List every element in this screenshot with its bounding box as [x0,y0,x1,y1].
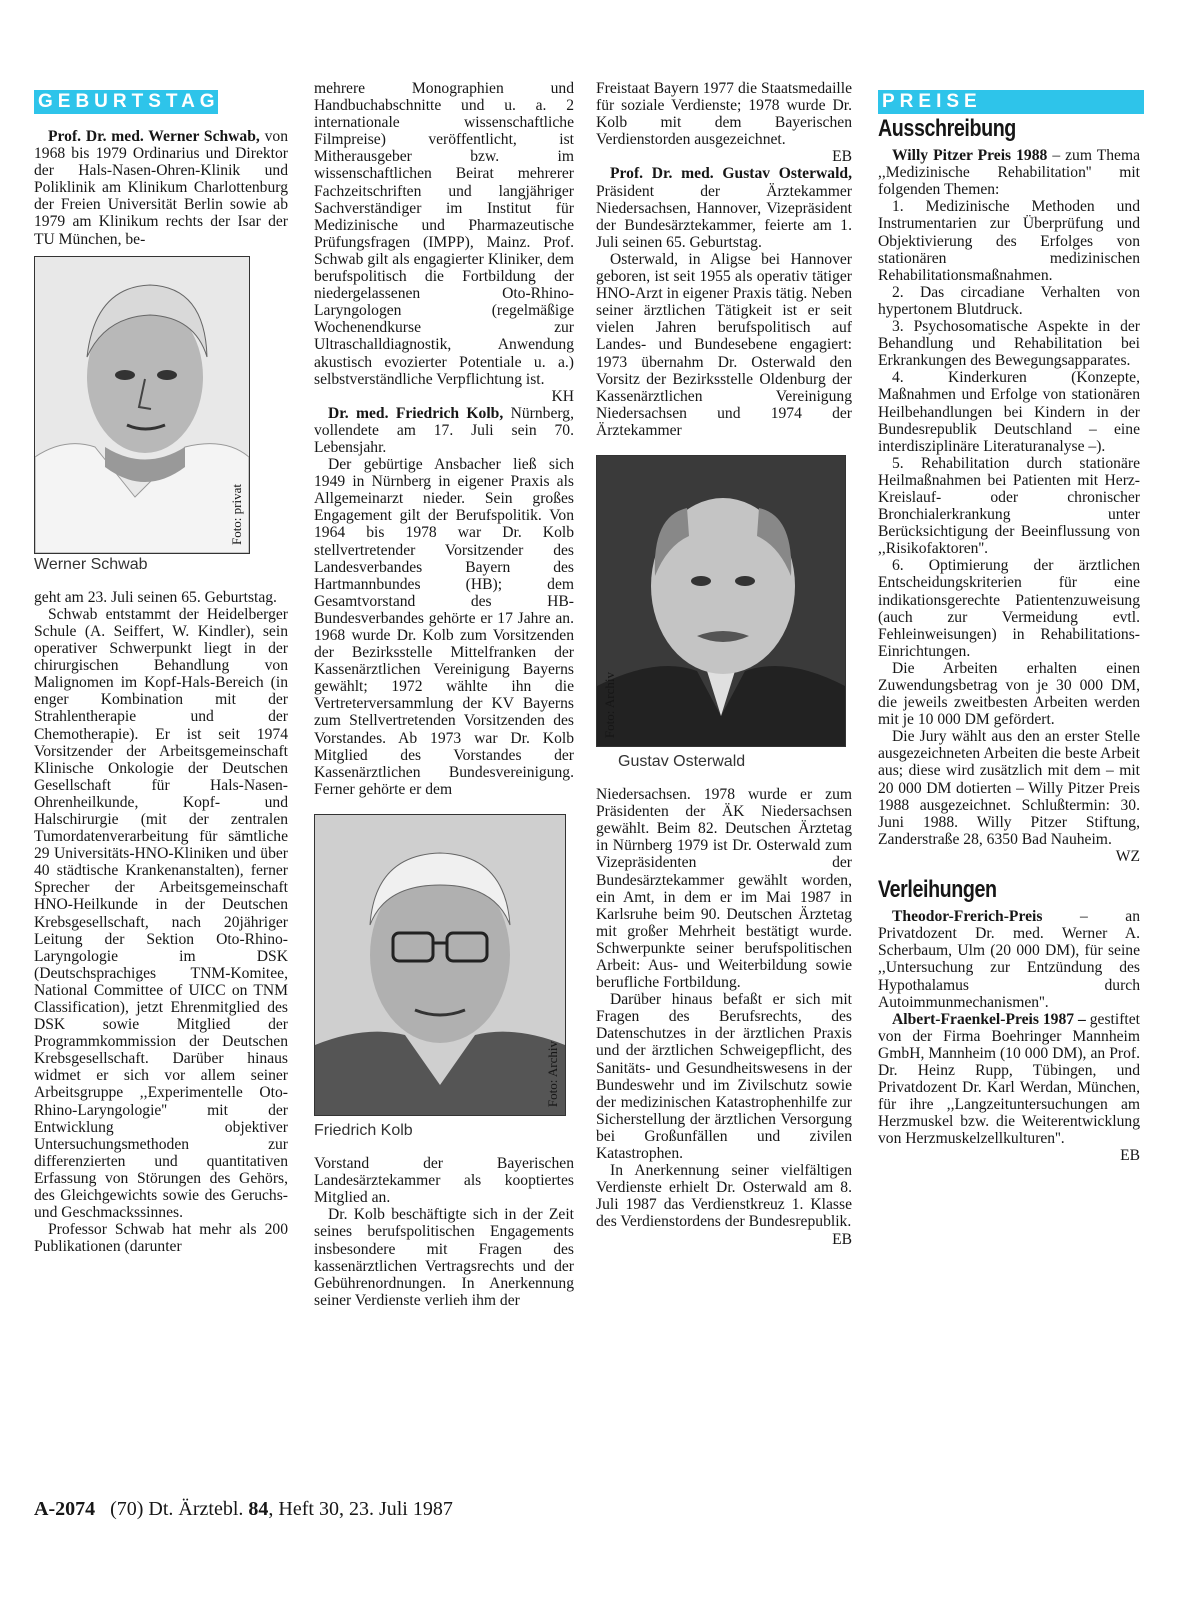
pitzer-item-3: 3. Psychosomatische Aspekte in der Behandlung und Rehabilitation bei Erkrankungen des Bewegungsapparates. [878,318,1140,370]
kolb-p3: Der gebürtige Ansbacher ließ sich 1949 in Nürnberg in eigener Praxis als Allgemeinarzt nieder. Sein großes Engagement gilt der Berufspolitik. Von 1964 bis 1978 war Dr. Kolb stellvertretender Vorsitzender des Landesverbandes Bayern des Hartmannbundes (HB); dem Gesamtvorstand des HB-Bundesverbandes gehörte er 17 Jahre an. 1968 wurde Dr. Kolb zum Vorsitzenden der Bezirksstelle Mittelfranken der Kassenärztlichen Vereinigung Bayerns gewählt; 1972 wählte ihn die Vertreterversammlung der KV Bayerns zum Stellvertretenden Vorsitzenden des Vorstandes. Ab 1973 war Dr. Kolb Mitglied des Vorstandes der Kassenärztlichen Bundesvereinigung. Ferner gehörte er dem [314,456,574,798]
pitzer-item-6: 6. Optimierung der ärztlichen Entscheidungskriterien für eine indikationsgerechte Patientenzuweisung (auch zur Vermeidung evtl. Fehleinweisungen) in Rehabilitations-Einrichtungen. [878,557,1140,660]
osterwald-intro [596,165,852,250]
column-3 [596,80,852,1248]
pitzer-item-2: 2. Das circadiane Verhalten von hypertonem Blutdruck. [878,283,1140,318]
schwab-p2: geht am 23. Juli seinen 65. Geburtstag. [34,588,277,606]
signature-eb: EB [832,1230,852,1248]
osterwald-name: Prof. Dr. med. Gustav Osterwald, [610,165,852,183]
column-1 [34,80,288,1255]
signature-kh: KH [551,387,574,405]
photo-credit: Foto: privat [228,483,244,545]
schwab-p3: Schwab entstammt der Heidelberger Schule (A. Seiffert, W. Kindler), sein operativer Schwerpunkt liegt in der chirurgischen Behandlung von Malignomen im Kopf-Hals-Bereich (in enger Kombination mit der Strahlentherapie und der Chemotherapie). Er ist seit 1974 Vorsitzender der Arbeitsgemeinschaft Klinische Onkologie der Deutschen Gesellschaft für Hals-Nasen-Ohrenheilkunde, Kopf- und Halschirurgie (mit der zentralen Tumordatenverarbeitung für sämtliche 29 Universitäts-HNO-Kliniken und über 40 städtische Krankenanstalten), ferner Sprecher der Arbeitsgemeinschaft HNO-Heilkunde in der Deutschen Krebsgesellschaft, nach 20jähriger Leitung der Sektion Oto-Rhino-Laryngologie im DSK (Deutschsprachiges TNM-Komitee, National Committee of UICC on TNM Classification), jetzt Ehrenmitglied des DSK sowie Mitglied der Programmkommission der Deutschen Krebsgesellschaft. Darüber hinaus widmet er sich vor allem seiner Arbeitsgruppe ,,Experimentelle Oto-Rhino-Laryngologie'' mit der Entwicklung objektiver Untersuchungsmethoden zur differenzierten und quantitativen Erfassung von Störungen des Gehörs, des Gleichgewichts sowie des Geruchs- und Geschmackssinnes. [34,605,288,1222]
signature-eb: EB [832,148,852,166]
journal-name: (70) Dt. Ärztebl. [110,1498,244,1520]
portrait-image [597,456,845,746]
osterwald-p3: Osterwald, in Aligse bei Hannover geboren, ist seit 1955 als operativ tätiger HNO-Arzt in eigener Praxis tätig. Neben seiner ärztlichen Tätigkeit ist er seit vielen Jahren berufspolitisch auf Landes- und Bundesebene engagiert: 1973 übernahm Dr. Osterwald den Vorsitz der Bezirksstelle Oldenburg der Kassenärztlichen Vereinigung Niedersachsen und 1974 der Ärztekammer [596,250,852,439]
pitzer-item-4: 4. Kinderkuren (Konzepte, Maßnahmen und Erfolge von stationären Heilbehandlungen bei Kindern in der Bundesrepublik Deutschland – eine interdisziplinäre Literaturanalyse –). [878,369,1140,455]
fraenkel-name: Albert-Fraenkel-Preis 1987 – [892,1010,1086,1028]
osterwald-intro-text: Präsident der Ärztekammer Niedersachsen, Hannover, Vizepräsident der Bundesärztekammer, feierte am 1. Juli seinen 65. Geburtstag. [596,182,852,251]
schwab-intro [34,128,288,248]
kolb-p4: Vorstand der Bayerischen Landesärztekammer als kooptiertes Mitglied an. [314,1155,574,1207]
photo-caption: Gustav Osterwald [618,752,746,770]
pitzer-item-5: 5. Rehabilitation durch stationäre Heilmaßnahmen bei Patienten mit Herz-Kreislauf- oder chronischer Bronchialerkrankung unter Berücksichtigung der Beeinflussung von ,,Risikofaktoren''. [878,454,1140,558]
portrait-image [315,815,565,1115]
pitzer-intro [878,147,1140,198]
column-2 [314,80,574,1309]
pitzer-item-1: 1. Medizinische Methoden und Instrumentarien zur Überprüfung und Objektivierung des Erfolges von stationären medizinischen Rehabilitationsmaßnahmen. [878,198,1140,284]
osterwald-p4: Niedersachsen. 1978 wurde er zum Präsidenten der ÄK Niedersachsen gewählt. Beim 82. Deutschen Ärztetag in Nürnberg 1979 ist Dr. Osterwald zum Vizepräsidenten der Bundesärztekammer gewählt worden, ein Amt, in dem er im Mai 1987 in Karlsruhe beim 90. Deutschen Ärztetag mit großer Mehrheit bestätigt wurde. Schwerpunkte seiner berufspolitischen Arbeit: Aus- und Weiterbildung sowie berufliche Fortbildung. [596,786,852,992]
headline-verleihungen: Verleihungen [878,876,997,904]
headline-ausschreibung: Ausschreibung [878,115,1016,142]
fraenkel-preis [878,1011,1140,1148]
frerich-preis [878,908,1140,1011]
kolb-name: Dr. med. Friedrich Kolb, [328,404,504,422]
pitzer-p2: Die Arbeiten erhalten einen Zuwendungsbetrag von je 30 000 DM, die jeweils zweitbesten Arbeiten werden mit je 10 000 DM gefördert. [878,659,1140,729]
issue-date: , Heft 30, 23. Juli 1987 [268,1498,453,1520]
photo-werner-schwab [34,256,250,554]
photo-gustav-osterwald [596,455,846,747]
signature-eb: EB [1120,1147,1140,1165]
pitzer-intro-text: – zum Thema ,,Medizinische Rehabilitation'' mit folgenden Themen: [878,147,1140,199]
section-header-geburtstage: GEBURTSTAGE [34,90,218,114]
column-4 [878,80,1140,1165]
frerich-text: – an Privatdozent Dr. med. Werner A. Scherbaum, Ulm (20 000 DM), für seine ,,Untersuchung zur Entzündung des Hypothalamus durch Autoimmunmechanismen''. [878,908,1140,1011]
schwab-intro-text: von 1968 bis 1979 Ordinarius und Direktor der Hals-Nasen-Ohren-Klinik und Poliklinik am Klinikum Charlottenburg der Freien Universität Berlin sowie ab 1979 am Klinikum rechts der Isar der TU München, be- [34,128,289,248]
page-footer [34,1498,453,1521]
photo-credit: Foto: Archiv [602,671,617,738]
signature-wz: WZ [1115,847,1140,865]
volume-number: 84 [248,1498,269,1520]
kolb-continued: Freistaat Bayern 1977 die Staatsmedaille für soziale Verdienste; 1978 wurde Dr. Kolb mit dem Bayerischen Verdienstorden ausgezeichnet. [596,80,852,149]
schwab-name: Prof. Dr. med. Werner Schwab, [48,128,260,145]
pitzer-name: Willy Pitzer Preis 1988 [892,147,1048,165]
frerich-name: Theodor-Frerich-Preis [892,908,1043,926]
section-header-preise: PREISE [878,90,1144,114]
kolb-intro [314,405,574,456]
pitzer-p3: Die Jury wählt aus den an erster Stelle ausgezeichneten Arbeiten die beste Arbeit aus; diese wird zusätzlich mit dem – mit 20 000 DM dotierten – Willy Pitzer Preis 1988 ausgezeichnet. Schlußtermin: 30. Juni 1988. Willy Pitzer Stiftung, Zanderstraße 28, 6350 Bad Nauheim. [878,728,1140,848]
photo-friedrich-kolb [314,814,566,1116]
kolb-p5: Dr. Kolb beschäftigte sich in der Zeit seines berufspolitischen Engagements insbesondere mit Fragen des kassenärztlichen Vertragsrechts und der Gebührenordnungen. In Anerkennung seiner Verdienste verlieh ihm der [314,1206,574,1309]
osterwald-p6: In Anerkennung seiner vielfältigen Verdienste erhielt Dr. Osterwald am 8. Juli 1987 das Verdienstkreuz 1. Klasse des Verdienstordens der Bundesrepublik. [596,1162,852,1231]
page-number: A-2074 [34,1498,96,1520]
photo-caption: Werner Schwab [34,555,148,573]
schwab-p4: Professor Schwab hat mehr als 200 Publikationen (darunter [34,1221,288,1256]
schwab-continued: mehrere Monographien und Handbuchabschnitte und u. a. 2 internationale wissenschaftliche Filmpreise) veröffentlicht, ist Mitherausgeber bzw. im wissenschaftlichen Beirat mehrerer Fachzeitschriften und langjähriger Sachverständiger im Institut für Medizinische und Pharmazeutische Prüfungsfragen (IMPP), Mainz. Prof. Schwab gilt als engagierter Kliniker, dem berufspolitisch die Fortbildung der niedergelassenen Oto-Rhino-Laryngologen (regelmäßige Wochenendkurse zur Ultraschalldiagnostik, Anwendung akustisch evozierter Potentiale u. a.) selbstverständliche Verpflichtung ist. [314,80,574,388]
photo-credit: Foto: Archiv [544,1040,560,1107]
osterwald-p5: Darüber hinaus befaßt er sich mit Fragen des Berufsrechts, des Datenschutzes in der ärztlichen Praxis und der ärztlichen Schweigepflicht, des Sanitäts- und Gesundheitswesens in der Bundeswehr und im Zivilschutz sowie der medizinischen Katastrophenhilfe zur Sicherstellung der ärztlichen Versorgung bei Großunfällen und zivilen Katastrophen. [596,991,852,1163]
photo-caption: Friedrich Kolb [314,1121,413,1139]
kolb-intro-text: Nürnberg, vollendete am 17. Juli sein 70. Lebensjahr. [314,404,574,456]
fraenkel-text: gestiftet von der Firma Boehringer Mannheim GmbH, Mannheim (10 000 DM), an Prof. Dr. Heinz Rupp, Tübingen, und Privatdozent Dr. Karl Werdan, München, für ihre ,,Langzeituntersuchungen am Herzmuskel bzw. die Weiterentwicklung von Herzmuskelzellkulturen''. [878,1010,1140,1148]
portrait-image [35,257,249,553]
